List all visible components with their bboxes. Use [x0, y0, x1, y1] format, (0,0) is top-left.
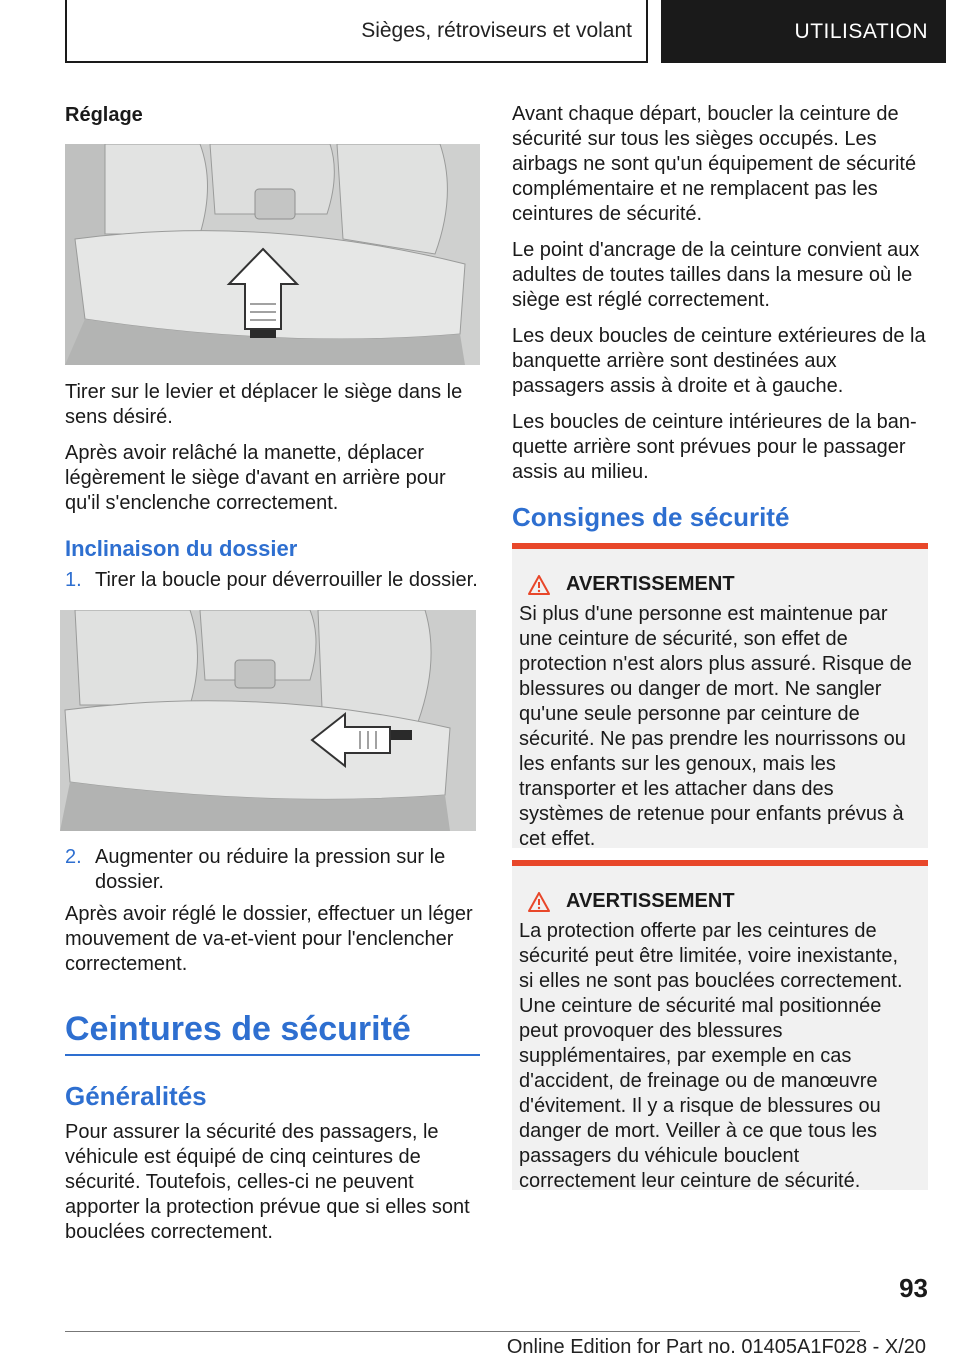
step-text: Augmenter ou réduire la pression sur le dossier. — [95, 846, 446, 893]
heading-rule — [65, 1054, 480, 1056]
edition-text: Online Edition for Part no. 01405A1F028 - X/20 — [506, 1336, 926, 1358]
header-section-title — [65, 0, 648, 63]
warning-triangle-icon — [528, 892, 550, 912]
right-paragraph-1: Avant chaque départ, boucler la ceinture de sécurité sur tous les sièges occupés. Les airbags ne sont qu'un équipement de sécurité complémentaire et ne remplacent pas les ceintures de sécurité. — [512, 103, 917, 225]
warning-text: La protection offerte par les ceintures de sécurité peut être limitée, voire inexistante, si elles ne sont pas bouclées correctement. Une ceinture de sécurité mal positionnée peut provoquer des blessures supplémentaires, par exemple en cas d'accident, de freinage ou de manœuvre d'évitement. Il y a risque de blessures ou danger de mort. Veiller à ce que tous les passagers du véhicule bouclent correctement leur ceinture de sécurité. — [519, 920, 903, 1192]
right-paragraph-3: Les deux boucles de ceinture extérieures de la banquette arrière sont destinées aux passagers assis à droite et à gauche. — [512, 325, 926, 397]
seat-adjust-illustration — [65, 144, 480, 365]
warning-label: AVERTISSEMENT — [566, 890, 735, 912]
warning-box-2 — [512, 860, 928, 1190]
warning-triangle-icon — [528, 575, 550, 595]
warning-header — [519, 573, 918, 596]
warning-header — [519, 890, 918, 913]
backrest-illustration — [60, 610, 476, 831]
page-number: 93 — [899, 1273, 928, 1303]
generalites-text — [65, 1120, 480, 1256]
step-number: 2. — [65, 846, 82, 868]
consignes-heading: Consignes de sécurité — [512, 502, 790, 532]
ceintures-heading: Ceintures de sécurité — [65, 1010, 411, 1048]
step-2 — [65, 845, 480, 895]
right-paragraph-4: Les boucles de ceinture intérieures de la banquette arrière sont prévues pour le passager assis au milieu. — [512, 411, 917, 483]
warning-label: AVERTISSEMENT — [566, 573, 735, 595]
inclinaison-heading: Inclinaison du dossier — [65, 536, 298, 561]
step-1 — [65, 568, 480, 593]
generalites-paragraph: Pour assurer la sécurité des passagers, le véhicule est équipé de cinq ceintures de sécurité. Toutefois, celles-ci ne peuvent apporter la protection prévue que si elles sont bouclées correctement. — [65, 1121, 470, 1243]
reglage-heading: Réglage — [65, 104, 143, 126]
warning-text: Si plus d'une personne est maintenue par une ceinture de sécurité, son effet de protection n'est alors plus assuré. Risque de blessures ou danger de mort. Ne sangler qu'une seule personne par ceinture de sécurité. Ne pas prendre les nourrissons ou les enfants sur les genoux, mais les transporter et les attacher dans des systèmes de retenue pour enfants prévus à cet effet. — [519, 603, 912, 850]
chapter-title: UTILISATION — [794, 19, 928, 43]
after-steps-paragraph: Après avoir réglé le dossier, effectuer un léger mouvement de va-et-vient pour l'enclencher correctement. — [65, 903, 473, 975]
step-text: Tirer la boucle pour déverrouiller le dossier. — [95, 569, 478, 591]
backrest-photo — [60, 610, 476, 831]
step-number: 1. — [65, 569, 82, 591]
warning-box-1 — [512, 543, 928, 848]
footer-rule — [65, 1331, 860, 1332]
seat-adjust-photo — [65, 144, 480, 365]
right-paragraph-2: Le point d'ancrage de la ceinture convient aux adultes de toutes tailles dans la mesure où le siège est réglé correctement. — [512, 239, 920, 311]
section-title: Sièges, rétroviseurs et volant — [361, 18, 632, 42]
reglage-paragraph-1: Tirer sur le levier et déplacer le siège dans le sens désiré. — [65, 381, 463, 428]
generalites-heading: Généralités — [65, 1081, 207, 1111]
header-chapter-tab — [661, 0, 946, 63]
reglage-text — [65, 380, 480, 527]
right-intro-text — [512, 102, 926, 496]
reglage-paragraph-2: Après avoir relâché la manette, déplacer légèrement le siège d'avant en arrière pour qu'il s'enclenche correctement. — [65, 442, 446, 514]
after-steps-text — [65, 902, 480, 988]
